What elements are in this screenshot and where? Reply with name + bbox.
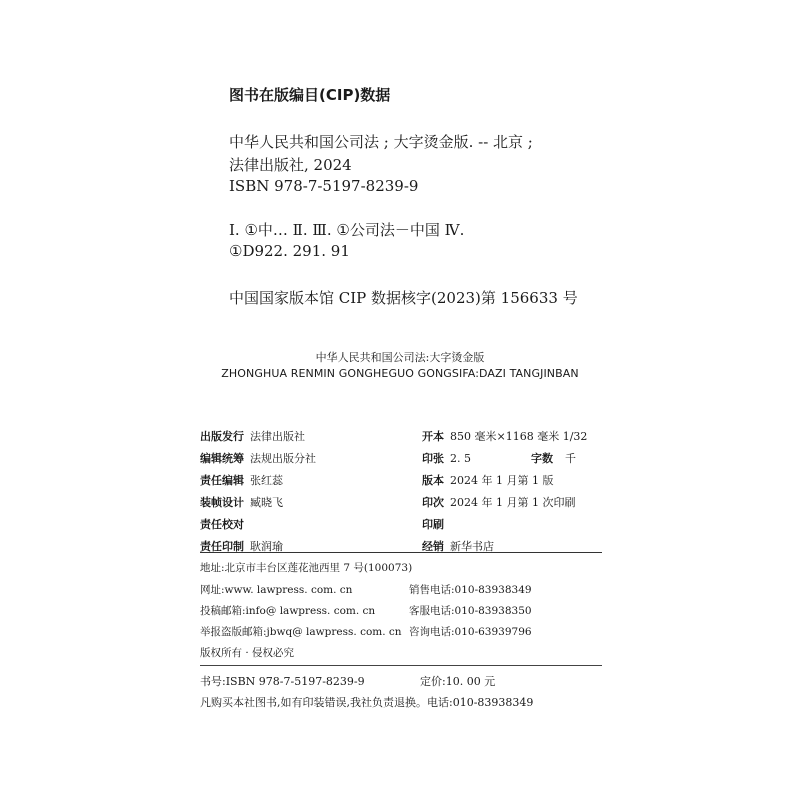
info-proofreader [200, 516, 250, 532]
info-label: 装帧设计 [200, 496, 244, 509]
cip-line-classification: ①D922. 291. 91 [229, 242, 350, 260]
info-label: 印次 [422, 496, 444, 509]
service-phone: 客服电话:010-83938350 [409, 605, 532, 617]
cip-line-publisher: 法律出版社, 2024 [229, 156, 352, 174]
info-value: 2. 5 [450, 452, 471, 465]
info-label: 责任印制 [200, 540, 244, 553]
info-value: 张红蕊 [250, 474, 283, 487]
submission-email: 投稿邮箱:info@ lawpress. com. cn [200, 605, 376, 617]
info-publisher [200, 428, 305, 444]
info-value: 臧晓飞 [250, 496, 283, 509]
info-label: 版本 [422, 474, 444, 487]
info-label: 出版发行 [200, 430, 244, 443]
info-edition [422, 472, 553, 488]
info-value: 千 [565, 452, 576, 465]
info-format [422, 428, 587, 444]
info-label: 印刷 [422, 518, 444, 531]
book-title-pinyin: ZHONGHUA RENMIN GONGHEGUO GONGSIFA:DAZI TANGJINBAN [221, 367, 579, 380]
info-value: 850 毫米×1168 毫米 1/32 [450, 430, 588, 443]
copyright-notice: 版权所有 · 侵权必究 [200, 647, 295, 659]
info-label: 字数 [531, 452, 553, 465]
cip-line-isbn: ISBN 978-7-5197-8239-9 [229, 177, 419, 195]
info-value: 法律出版社 [250, 430, 305, 443]
info-label: 责任编辑 [200, 474, 244, 487]
report-email: 举报盗版邮箱:jbwq@ lawpress. com. cn [200, 626, 402, 638]
divider [200, 665, 602, 666]
info-value: 2024 年 1 月第 1 次印刷 [450, 496, 576, 509]
info-value: 耿润瑜 [250, 540, 283, 553]
info-editorial-coordination [200, 450, 316, 466]
info-printer [422, 516, 450, 532]
info-label: 印张 [422, 452, 444, 465]
cip-heading: 图书在版编目(CIP)数据 [229, 86, 391, 104]
info-sheets [422, 450, 471, 466]
info-cover-design [200, 494, 283, 510]
info-value: 2024 年 1 月第 1 版 [450, 474, 554, 487]
info-word-count [531, 450, 576, 466]
consult-phone: 咨询电话:010-63939796 [409, 626, 532, 638]
price: 定价:10. 00 元 [420, 675, 496, 688]
return-notice: 凡购买本社图书,如有印装错误,我社负责退换。电话:010-83938349 [200, 696, 534, 709]
info-label: 责任校对 [200, 518, 244, 531]
sales-phone: 销售电话:010-83938349 [409, 584, 532, 596]
info-label: 经销 [422, 540, 444, 553]
info-label: 编辑统筹 [200, 452, 244, 465]
book-number: 书号:ISBN 978-7-5197-8239-9 [200, 675, 365, 688]
cip-line-record-number: 中国国家版本馆 CIP 数据核字(2023)第 156633 号 [229, 289, 578, 307]
info-responsible-editor [200, 472, 283, 488]
website: 网址:www. lawpress. com. cn [200, 584, 353, 596]
cip-line-title: 中华人民共和国公司法 ; 大字烫金版. -- 北京 ; [229, 133, 533, 151]
divider [200, 552, 602, 553]
book-title-chinese: 中华人民共和国公司法:大字烫金版 [315, 351, 485, 364]
info-printing [422, 494, 575, 510]
info-value: 法规出版分社 [250, 452, 316, 465]
info-value: 新华书店 [450, 540, 494, 553]
cip-line-subjects: Ⅰ. ①中… Ⅱ. Ⅲ. ①公司法－中国 Ⅳ. [229, 221, 465, 239]
address: 地址:北京市丰台区莲花池西里 7 号(100073) [200, 562, 413, 574]
info-label: 开本 [422, 430, 444, 443]
